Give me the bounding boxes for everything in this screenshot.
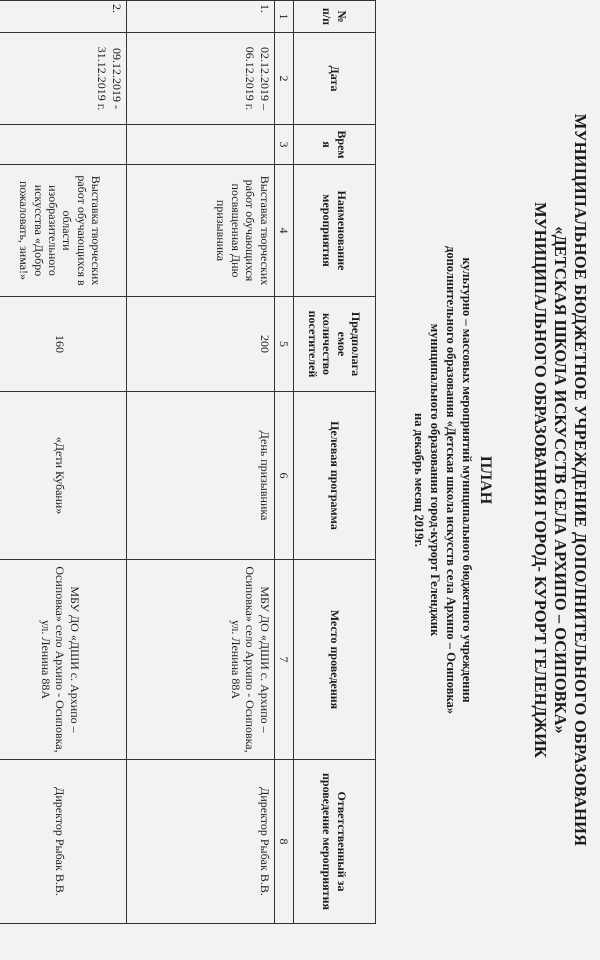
col-header-program: Целевая программа [294,392,376,560]
col-header-event: Наименование мероприятия [294,165,376,297]
col-header-time: Врем я [294,125,376,165]
cell-visitors: 160 [0,297,126,392]
plan-subtitle-line-1: культурно – массовых мероприятий муниципального бюджетного учреждения [460,257,474,703]
cell-time [0,125,126,165]
table-row [126,1,274,924]
cell-event: Выставка творческих работ обучающихся в области изобразительного искусства «Добро пожаловать, зима!» [0,165,126,297]
col-number: 7 [274,560,293,760]
col-number: 5 [274,297,293,392]
col-header-date: Дата [294,33,376,125]
col-number: 6 [274,392,293,560]
org-title-line-1: МУНИЦИПАЛЬНОЕ БЮДЖЕТНОЕ УЧРЕЖДЕНИЕ ДОПОЛНИТЕЛЬНОГО ОБРАЗОВАНИЯ [571,113,590,847]
col-header-number: № п/п [294,1,376,33]
cell-responsible: Директор Рыбак В.В. [0,760,126,924]
plan-title: ПЛАН [477,455,494,505]
org-title-line-2: «ДЕТСКАЯ ШКОЛА ИСКУССТВ СЕЛА АРХИПО – ОСИПОВКА» [551,226,570,734]
column-number-row [274,1,293,924]
col-header-visitors: Предполага емое количество посетителей [294,297,376,392]
cell-program: День призывника [126,392,274,560]
cell-time [126,125,274,165]
col-header-place: Место проведения [294,560,376,760]
col-number: 8 [274,760,293,924]
col-number: 4 [274,165,293,297]
org-title-line-3: МУНИЦИПАЛЬНОГО ОБРАЗОВАНИЯ ГОРОД- КУРОРТ ГЕЛЕНДЖИК [531,202,550,758]
cell-number: 1. [126,1,274,33]
plan-subtitle-line-3: муниципального образования город-курорт Геленджик [428,323,442,637]
cell-place: МБУ ДО «ДШИ с. Архипо –Осиповка» село Архипо - Осиповка, ул. Ленина 88А [126,560,274,760]
cell-date: 09.12.2019 - 31.12.2019 г. [0,33,126,125]
plan-subtitle-line-2: дополнительного образования «Детская школа искусств села Архипо – Осиповка» [444,246,458,714]
cell-program: «Дети Кубани» [0,392,126,560]
col-header-responsible: Ответственный за проведение мероприятия [294,760,376,924]
col-number: 1 [274,1,293,33]
cell-event: Выставка творческих работ обучающихся посвященная Дню призывника [126,165,274,297]
table-row [0,1,126,924]
cell-place: МБУ ДО «ДШИ с. Архипо –Осиповка» село Архипо - Осиповка, ул. Ленина 88А [0,560,126,760]
cell-number: 2. [0,1,126,33]
cell-date: 02.12.2019 – 06.12.2019 г. [126,33,274,125]
table-header-row [294,1,376,924]
cell-visitors: 200 [126,297,274,392]
plan-subtitle-line-4: на декабрь месяц 2019г. [412,413,426,547]
col-number: 3 [274,125,293,165]
cell-responsible: Директор Рыбак В.В. [126,760,274,924]
col-number: 2 [274,33,293,125]
